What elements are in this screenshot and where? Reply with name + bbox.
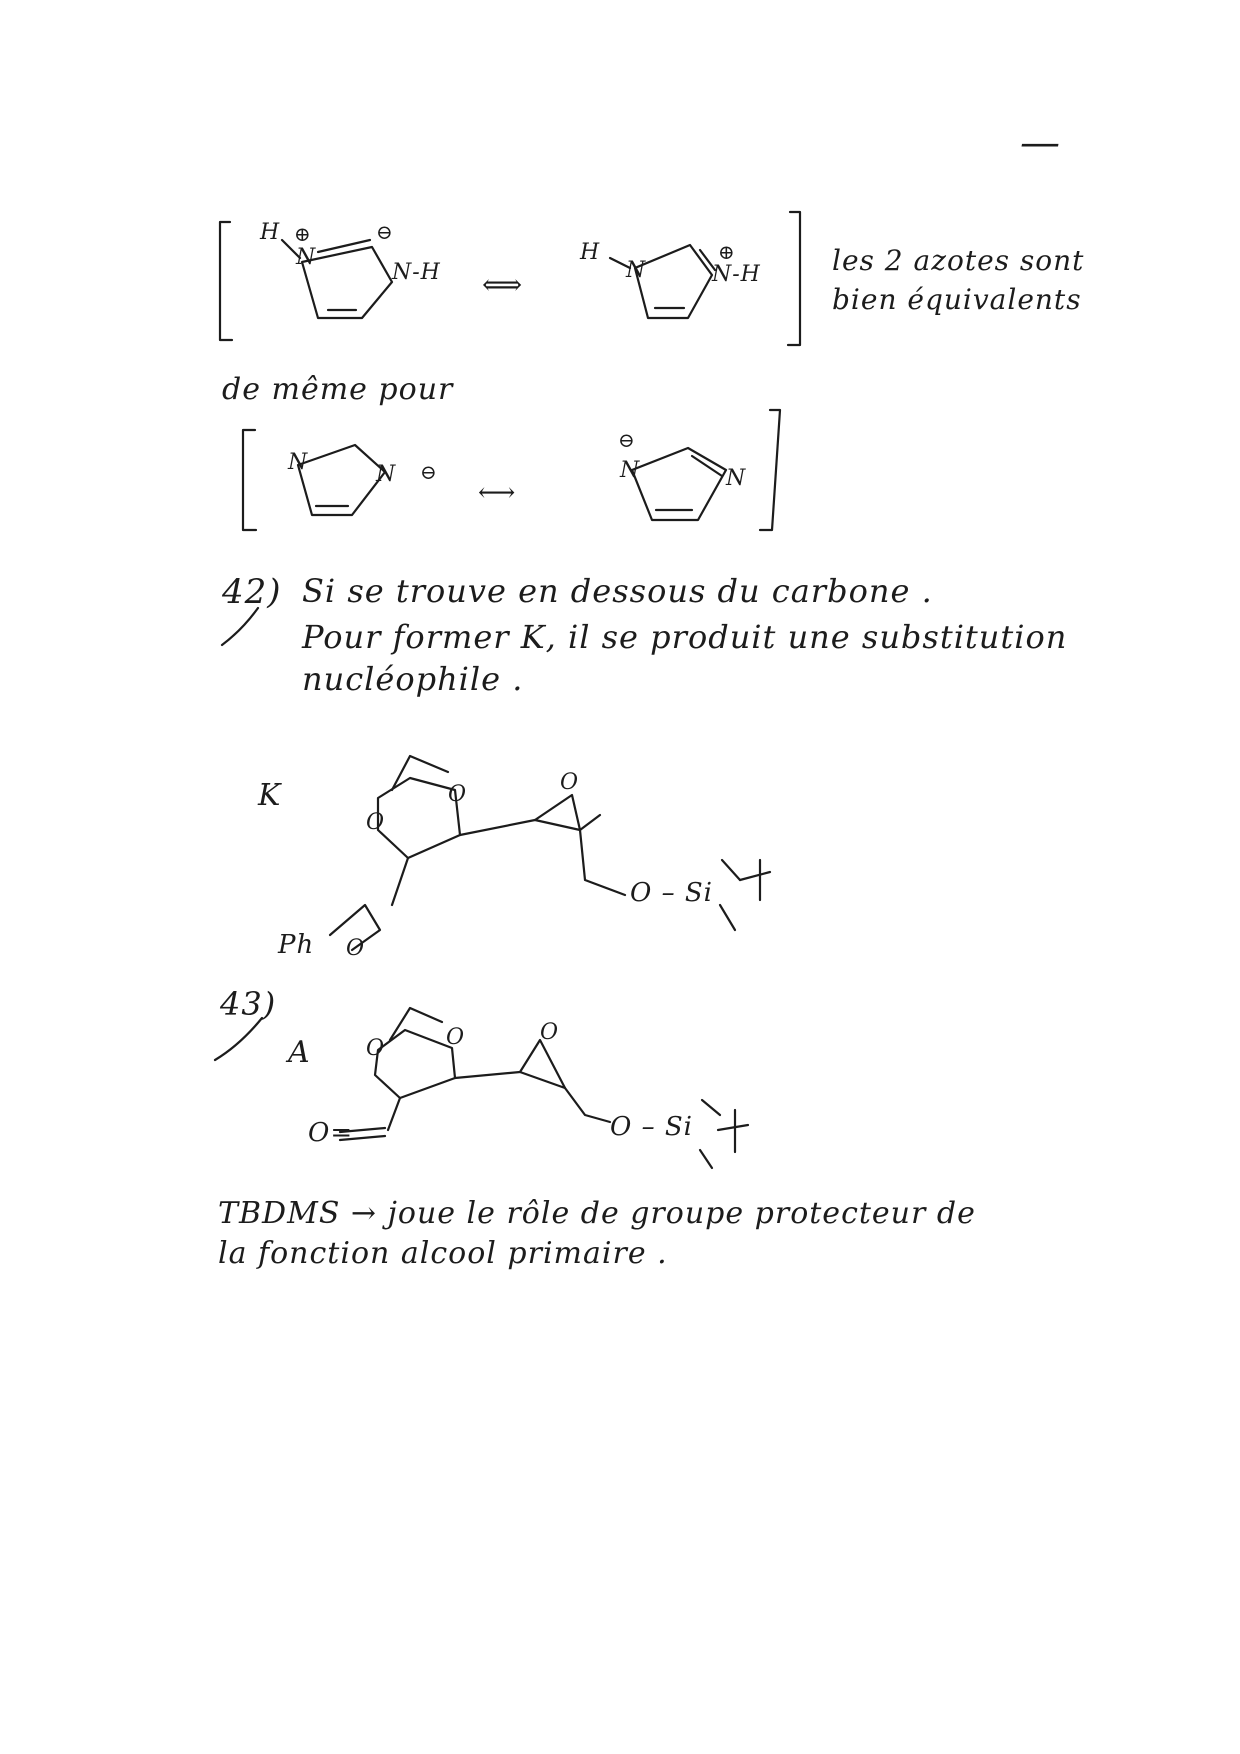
res2-left-N2: N: [376, 462, 397, 487]
res1-right-N: N: [626, 258, 647, 283]
bracket-right-2: [760, 410, 780, 530]
res1-left-NH: N-H: [392, 260, 441, 285]
res1-right-H: H: [580, 240, 601, 265]
res1-left-plus: ⊕: [294, 222, 312, 246]
transition-text: de même pour: [222, 372, 454, 407]
q42-line2: Pour former K, il se produit une substitution: [302, 618, 1068, 656]
res1-note-line2: bien équivalents: [832, 283, 1082, 316]
conclusion-line2: la fonction alcool primaire .: [218, 1236, 668, 1271]
a-label: A: [288, 1035, 311, 1070]
q42-swoosh: [222, 608, 258, 645]
res2-arrow: ⟷: [478, 478, 517, 508]
a-epoxide: [520, 1040, 565, 1088]
a-OSi: O – Si: [610, 1112, 693, 1142]
bracket-left-1: [220, 222, 232, 340]
bracket-left-2: [243, 430, 256, 530]
q42-number: 42): [222, 572, 282, 612]
a-carbonyl: O=: [308, 1118, 354, 1148]
k-epoxide: [535, 795, 580, 830]
k-OSi: O – Si: [630, 878, 713, 908]
res1-left-N: N: [296, 245, 317, 270]
k-Ph: Ph: [278, 930, 315, 960]
a-dioxolane: [375, 1030, 455, 1098]
a-O1: O: [366, 1036, 386, 1061]
ring-left-2: [298, 445, 385, 515]
res1-right-NH: N-H: [712, 262, 761, 287]
res1-note-line1: les 2 azotes sont: [832, 244, 1085, 277]
a-O2: O: [446, 1025, 466, 1050]
res2-right-N1: N: [620, 458, 641, 483]
a-O3: O: [540, 1020, 560, 1045]
res1-right-plus: ⊕: [718, 240, 736, 264]
header-mark: —: [1020, 120, 1061, 166]
res2-left-N1: N: [288, 450, 309, 475]
res1-left-minus: ⊖: [376, 220, 394, 244]
k-O3: O: [560, 770, 580, 795]
q43-number: 43): [220, 985, 277, 1023]
res1-left-H: H: [260, 220, 281, 245]
k-O1: O: [366, 810, 386, 835]
conclusion-line1: TBDMS → joue le rôle de groupe protecteur de: [218, 1196, 976, 1231]
res2-left-minus: ⊖: [420, 460, 438, 484]
res1-arrow: ⟺: [482, 268, 524, 301]
res2-right-minus: ⊖: [618, 428, 636, 452]
q42-line3: nucléophile .: [302, 660, 524, 698]
bracket-right-1: [788, 212, 800, 345]
k-label: K: [258, 778, 282, 813]
q42-line1: Si se trouve en dessous du carbone .: [302, 572, 933, 610]
k-O2: O: [448, 782, 468, 807]
res2-right-N2: N: [726, 466, 747, 491]
k-O4: O: [346, 936, 366, 961]
q43-swoosh: [215, 1018, 262, 1060]
